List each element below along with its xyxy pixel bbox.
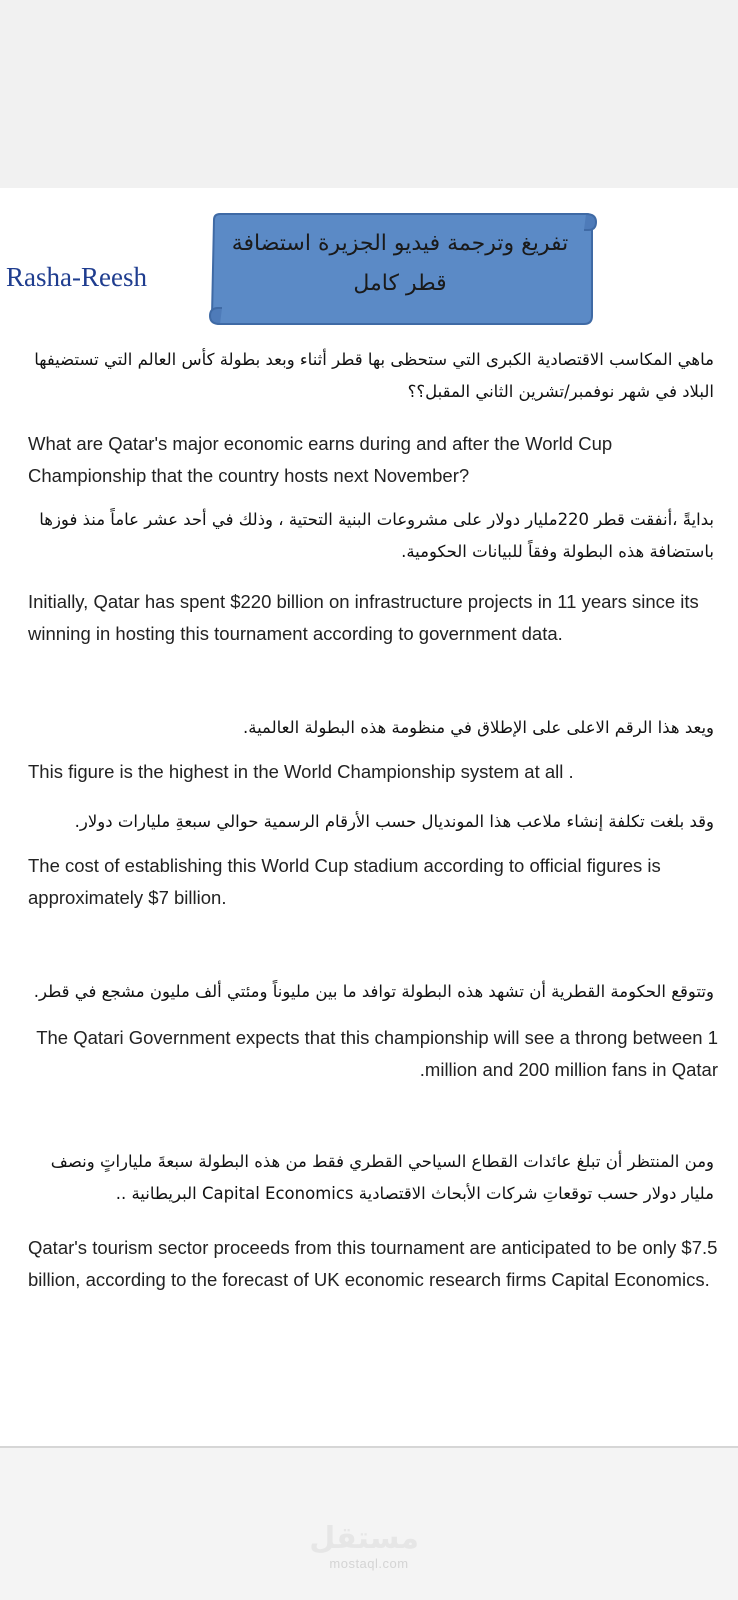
english-paragraph-1: What are Qatar's major economic earns during and after the World Cup Championship that the country hosts next November? bbox=[28, 433, 613, 486]
banner-title-line-1: تفريغ وترجمة فيديو الجزيرة استضافة bbox=[231, 231, 569, 256]
arabic-paragraph-4: وقد بلغت تكلفة إنشاء ملاعب هذا المونديال حسب الأرقام الرسمية حوالي سبعةِ مليارات دولار. bbox=[74, 812, 714, 831]
arabic-paragraph-2: بدايةً ،أنفقت قطر 220مليار دولار على مشروعات البنية التحتية ، وذلك في أحد عشر عاماً منذ فوزها باستضافة هذه البطولة وفقاً للبيانات الحكومية. bbox=[39, 510, 714, 561]
arabic-paragraph-5: وتتوقع الحكومة القطرية أن تشهد هذه البطولة توافد ما بين مليوناً ومئتي ألف مليون مشجع في قطر. bbox=[33, 982, 714, 1001]
english-paragraph-4: The cost of establishing this World Cup stadium according to official figures is approximately $7 billion. bbox=[28, 855, 661, 908]
author-name: Rasha-Reesh bbox=[6, 262, 147, 292]
arabic-paragraph-3: ويعد هذا الرقم الاعلى على الإطلاق في منظومة هذه البطولة العالمية. bbox=[242, 718, 714, 737]
title-banner bbox=[208, 212, 598, 328]
english-paragraph-5: The Qatari Government expects that this championship will see a throng between 1 million and 200 million fans in Qatar. bbox=[36, 1027, 718, 1080]
english-paragraph-6: Qatar's tourism sector proceeds from this tournament are anticipated to be only $7.5 billion, according to the forecast of UK economic research firms Capital Economics. bbox=[28, 1237, 718, 1290]
mostaql-site-text: mostaql.com bbox=[329, 1556, 409, 1571]
arabic-paragraph-6: ومن المنتظر أن تبلغ عائدات القطاع السياحي القطري فقط من هذه البطولة سبعةَ ملياراتٍ ونصف مليار دولار حسب توقعاتِ شركات الأبحاث الاقتصادية Capital Economics البريطانية .. bbox=[50, 1152, 714, 1203]
mostaql-logo: مستقل bbox=[309, 1521, 419, 1556]
english-paragraph-2: Initially, Qatar has spent $220 billion on infrastructure projects in 11 years since its winning in hosting this tournament according to government data. bbox=[28, 591, 699, 644]
arabic-paragraph-1: ماهي المكاسب الاقتصادية الكبرى التي ستحظى بها قطر أثناء وبعد بطولة كأس العالم التي تستضيفها البلاد في شهر نوفمبر/تشرين الثاني المقبل؟؟ bbox=[34, 350, 714, 401]
banner-title-line-2: قطر كامل bbox=[353, 271, 447, 296]
mostaql-watermark bbox=[309, 1521, 419, 1571]
english-paragraph-3: This figure is the highest in the World Championship system at all . bbox=[28, 761, 574, 782]
banner-title bbox=[220, 224, 580, 304]
top-margin bbox=[0, 0, 738, 188]
